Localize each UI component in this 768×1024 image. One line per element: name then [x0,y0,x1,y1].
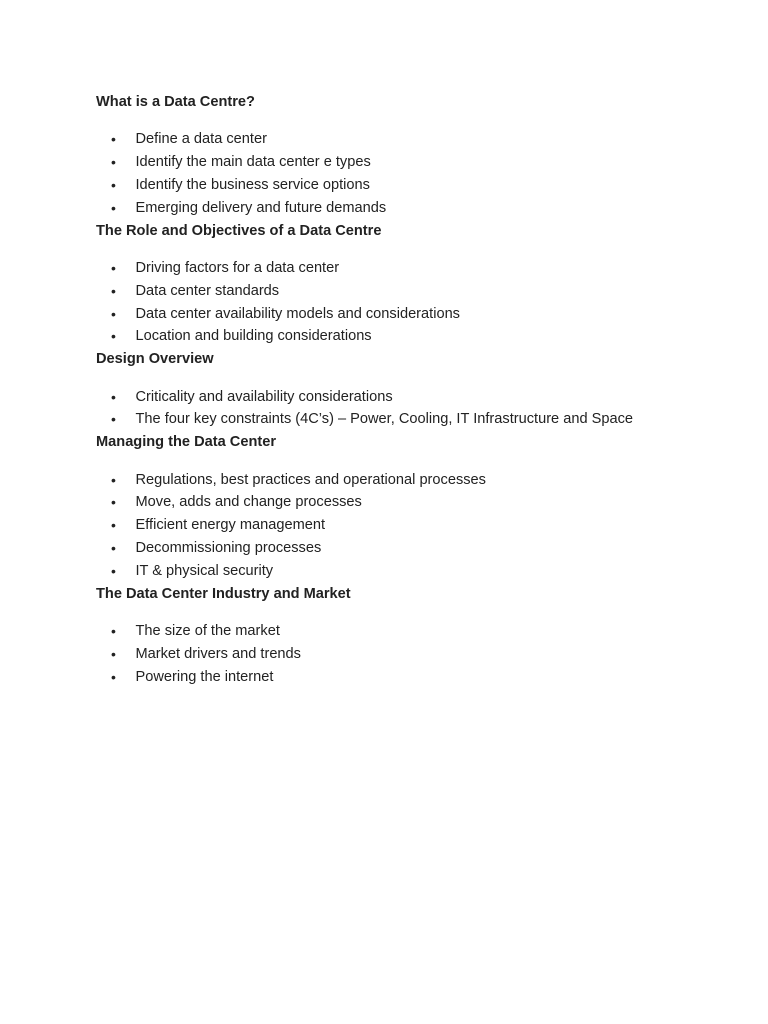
section-managing-the-data-center [96,431,716,582]
bullet-icon: • [111,494,116,511]
list-item [96,560,716,583]
list-item-text: Move, adds and change processes [135,494,362,511]
list-item-text: Identify the main data center e types [135,154,371,171]
list-item [96,408,716,431]
bullet-icon: • [111,328,116,345]
bullet-icon: • [111,176,116,193]
bullet-icon: • [111,305,116,322]
section-heading: Design Overview [96,351,214,368]
list-item [96,257,716,280]
section-role-and-objectives [96,220,716,349]
list-item-text: Data center availability models and considerations [135,305,460,322]
list-item-text: Driving factors for a data center [135,259,340,276]
bullet-icon: • [111,645,116,662]
list-item-text: Emerging delivery and future demands [135,199,387,216]
bullet-icon: • [111,562,116,579]
list-item [96,537,716,560]
section-heading: The Role and Objectives of a Data Centre [96,222,382,239]
list-item-text: Market drivers and trends [135,645,301,662]
list-item-text: Criticality and availability considerations [135,388,393,405]
list-item-text: The four key constraints (4C’s) – Power, Cooling, IT Infrastructure and Space [135,411,634,428]
bullet-icon: • [111,282,116,299]
bullet-icon: • [111,154,116,171]
section-heading: What is a Data Centre? [96,94,255,110]
list-item-text: Decommissioning processes [135,539,322,556]
list-item [96,151,716,174]
section-design-overview [96,348,716,431]
bullet-list [96,620,716,688]
bullet-list [96,386,716,432]
section-what-is-a-data-centre [96,91,716,220]
list-item [96,514,716,537]
list-item-text: IT & physical security [135,562,274,579]
list-item [96,197,716,220]
bullet-list [96,469,716,583]
list-item [96,174,716,197]
list-item [96,666,716,689]
bullet-icon: • [111,199,116,216]
list-item [96,386,716,409]
bullet-icon: • [111,388,116,405]
document-body [96,91,716,688]
list-item [96,128,716,151]
section-heading: Managing the Data Center [96,434,277,451]
list-item-text: Data center standards [135,282,280,299]
bullet-list [96,257,716,348]
bullet-icon: • [111,539,116,556]
list-item-text: Identify the business service options [135,176,370,193]
list-item [96,469,716,492]
list-item [96,620,716,643]
list-item-text: Powering the internet [135,668,274,685]
list-item-text: The size of the market [135,622,280,639]
list-item [96,303,716,326]
list-item [96,280,716,303]
list-item [96,491,716,514]
bullet-icon: • [111,668,116,685]
list-item-text: Define a data center [135,131,267,148]
section-heading: The Data Center Industry and Market [96,585,351,602]
bullet-icon: • [111,517,116,534]
bullet-icon: • [111,471,116,488]
list-item-text: Location and building considerations [135,328,372,345]
list-item-text: Regulations, best practices and operational processes [135,471,486,488]
bullet-list [96,128,716,219]
bullet-icon: • [111,411,116,428]
section-industry-and-market [96,583,716,689]
bullet-icon: • [111,259,116,276]
list-item-text: Efficient energy management [135,517,326,534]
list-item [96,325,716,348]
list-item [96,643,716,666]
bullet-icon: • [111,131,116,148]
bullet-icon: • [111,622,116,639]
